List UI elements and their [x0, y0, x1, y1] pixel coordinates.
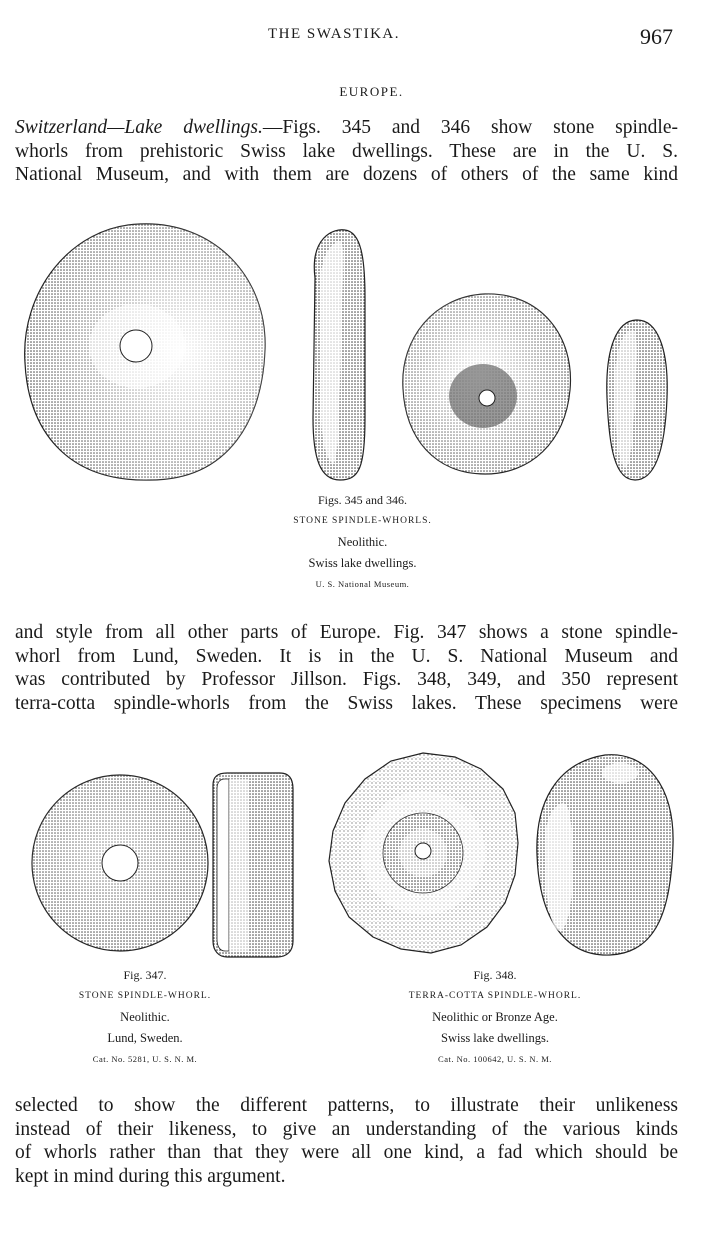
paragraph-1 [15, 116, 678, 187]
paragraph-line: whorls from prehistoric Swiss lake dwellings. These are in the U. S. [15, 140, 678, 162]
spindle-whorl-345-face [25, 224, 265, 480]
caption-source: U. S. National Museum. [315, 579, 410, 589]
spindle-whorl-348-face [329, 753, 518, 953]
paragraph-line: terra-cotta spindle-whorls from the Swiss lakes. These specimens were [15, 692, 678, 714]
figure-345-346-caption [180, 490, 545, 595]
caption-source: Cat. No. 100642, U. S. N. M. [438, 1054, 552, 1064]
spindle-whorl-348-profile [537, 755, 673, 955]
caption-title: Fig. 348. [473, 968, 517, 982]
paragraph-line: National Museum, and with them are dozens of others of the same kind [15, 164, 678, 185]
spindle-whorl-347-face [32, 775, 208, 951]
section-heading: EUROPE. [339, 84, 404, 99]
paragraph-line: whorl from Lund, Sweden. It is in the U. S. National Museum and [15, 645, 678, 667]
caption-location: Swiss lake dwellings. [308, 556, 417, 570]
spindle-whorl-346-profile [313, 230, 365, 480]
italic-lead: Switzerland—Lake dwellings. [15, 117, 263, 138]
paragraph-line: of whorls rather than that they were all one kind, a fad which should be [15, 1142, 678, 1163]
caption-period: Neolithic. [120, 1010, 170, 1024]
caption-source: Cat. No. 5281, U. S. N. M. [92, 1054, 198, 1064]
paragraph-line: kept in mind during this argument. [15, 1165, 286, 1187]
paragraph-line: selected to show the different patterns, to illustrate their unlikeness [15, 1095, 678, 1116]
line-rest: —Figs. 345 and 346 show stone spindle- [262, 117, 678, 138]
paragraph-line: and style from all other parts of Europe. Fig. 347 shows a stone spindle- [15, 622, 678, 643]
caption-subject: STONE SPINDLE-WHORL. [78, 991, 212, 1001]
paragraph-3 [15, 1094, 678, 1188]
paragraph-line [15, 116, 678, 140]
figure-345-346-illustration [15, 218, 675, 498]
caption-title: Fig. 347. [123, 968, 167, 982]
paragraph-line: instead of their likeness, to give an understanding of the various kinds [15, 1118, 678, 1140]
figure-347-caption [40, 965, 250, 1070]
caption-subject: STONE SPINDLE-WHORLS. [293, 516, 432, 526]
figure-348-caption [375, 965, 615, 1070]
spindle-whorl-345-346-second-face [403, 294, 571, 474]
caption-period: Neolithic. [337, 535, 388, 549]
spindle-whorl-345-346-second-profile [607, 320, 667, 480]
caption-subject: TERRA-COTTA SPINDLE-WHORL. [408, 991, 582, 1001]
caption-period: Neolithic or Bronze Age. [432, 1010, 558, 1024]
caption-location: Swiss lake dwellings. [441, 1031, 549, 1045]
running-title: THE SWASTIKA. [268, 26, 400, 42]
page-number: 967 [640, 24, 673, 49]
running-head [0, 24, 725, 48]
spindle-whorl-347-profile [213, 773, 293, 957]
caption-location: Lund, Sweden. [107, 1031, 183, 1045]
paragraph-line: was contributed by Professor Jillson. Figs. 348, 349, and 350 represent [15, 669, 678, 690]
paragraph-2 [15, 621, 678, 715]
figure-347-348-illustration [15, 745, 675, 965]
caption-title: Figs. 345 and 346. [317, 493, 407, 507]
